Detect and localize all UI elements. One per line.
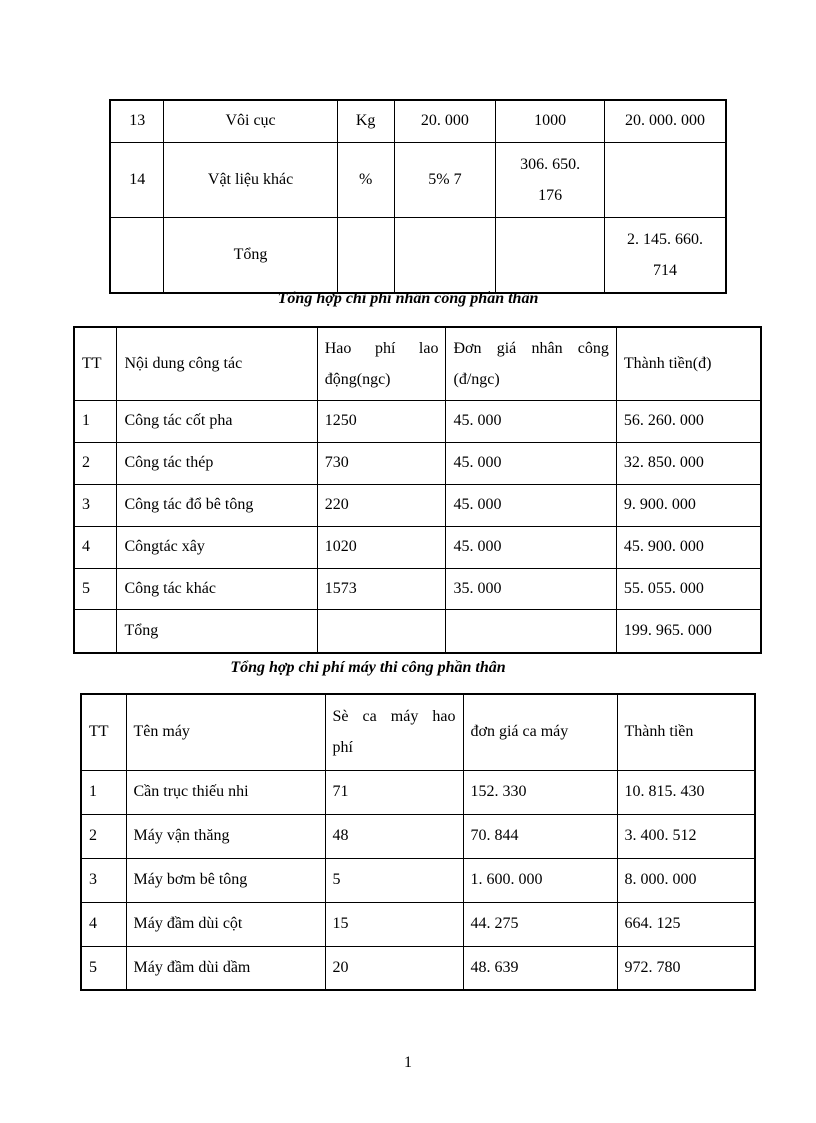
tt-cell: 3 <box>74 484 117 526</box>
total-row <box>74 609 761 653</box>
amount-cell: 3. 400. 512 <box>617 814 755 858</box>
header-price-line-2: (đ/ngc) <box>453 370 500 388</box>
page-number: 1 <box>404 1054 412 1071</box>
table-row <box>74 526 761 568</box>
content-cell: Công tác cốt pha <box>117 400 317 442</box>
total-amount <box>604 217 726 293</box>
table-row <box>74 442 761 484</box>
tt-cell <box>110 217 164 293</box>
tt-cell <box>74 609 117 653</box>
header-cost-line-2: động(ngc) <box>324 370 391 388</box>
name-cell: Máy đầm dùi cột <box>126 902 325 946</box>
header-price <box>446 327 616 400</box>
header-content: Nội dung công tác <box>117 327 317 400</box>
header-amount: Thành tiền(đ) <box>616 327 761 400</box>
amount-cell: 55. 055. 000 <box>616 568 761 609</box>
cost-cell: 1573 <box>317 568 446 609</box>
labor-caption: Tổng hợp chi phí nhân công phần thân <box>277 290 539 307</box>
table-row <box>81 814 755 858</box>
amount-cell: 32. 850. 000 <box>616 442 761 484</box>
header-name: Tên máy <box>126 694 325 770</box>
price-line-1: 306. 650. <box>520 155 581 173</box>
table-row <box>81 770 755 814</box>
header-price: đơn giá ca máy <box>463 694 617 770</box>
amount-line-1: 2. 145. 660. <box>626 230 703 248</box>
cost-cell <box>317 609 446 653</box>
total-amount: 199. 965. 000 <box>616 609 761 653</box>
amount-cell: 664. 125 <box>617 902 755 946</box>
amount-cell: 45. 900. 000 <box>616 526 761 568</box>
table-row <box>81 946 755 990</box>
price-cell: 45. 000 <box>446 442 616 484</box>
table-row <box>110 100 726 142</box>
price-cell <box>446 609 616 653</box>
table-row <box>110 142 726 217</box>
shifts-cell: 71 <box>325 770 463 814</box>
machines-table <box>80 693 756 991</box>
shifts-cell: 15 <box>325 902 463 946</box>
price-cell: 44. 275 <box>463 902 617 946</box>
table-row <box>74 400 761 442</box>
content-cell: Công tác đổ bê tông <box>117 484 317 526</box>
price-cell <box>496 142 605 217</box>
qty-cell: 20. 000 <box>394 100 496 142</box>
header-price-line-1: Đơn giá nhân công <box>453 339 609 357</box>
tt-cell: 2 <box>74 442 117 484</box>
tt-cell: 3 <box>81 858 126 902</box>
cost-cell: 220 <box>317 484 446 526</box>
tt-cell: 1 <box>81 770 126 814</box>
cost-cell: 1250 <box>317 400 446 442</box>
name-cell: Máy bơm bê tông <box>126 858 325 902</box>
price-line-2: 176 <box>538 186 563 204</box>
tt-cell: 2 <box>81 814 126 858</box>
amount-cell: 9. 900. 000 <box>616 484 761 526</box>
price-cell: 70. 844 <box>463 814 617 858</box>
amount-cell <box>604 142 726 217</box>
shifts-cell: 20 <box>325 946 463 990</box>
tt-cell: 1 <box>74 400 117 442</box>
cost-cell: 730 <box>317 442 446 484</box>
name-cell: Máy đầm dùi dầm <box>126 946 325 990</box>
amount-cell: 10. 815. 430 <box>617 770 755 814</box>
unit-cell <box>337 217 394 293</box>
tt-cell: 13 <box>110 100 164 142</box>
tt-cell: 5 <box>74 568 117 609</box>
header-row <box>74 327 761 400</box>
table-row <box>81 858 755 902</box>
labor-table <box>73 326 762 654</box>
shifts-cell: 5 <box>325 858 463 902</box>
amount-cell: 8. 000. 000 <box>617 858 755 902</box>
header-tt: TT <box>81 694 126 770</box>
price-cell: 1. 600. 000 <box>463 858 617 902</box>
content-cell: Côngtác xây <box>117 526 317 568</box>
shifts-cell: 48 <box>325 814 463 858</box>
name-cell: Vôi cục <box>164 100 337 142</box>
price-cell: 35. 000 <box>446 568 616 609</box>
header-row <box>81 694 755 770</box>
cost-cell: 1020 <box>317 526 446 568</box>
name-cell: Cần trục thiếu nhi <box>126 770 325 814</box>
price-cell: 45. 000 <box>446 526 616 568</box>
header-amount: Thành tiền <box>617 694 755 770</box>
amount-cell: 20. 000. 000 <box>604 100 726 142</box>
header-cost-line-1: Hao phí lao <box>324 339 439 357</box>
tt-cell: 14 <box>110 142 164 217</box>
price-cell: 1000 <box>496 100 605 142</box>
amount-cell: 56. 260. 000 <box>616 400 761 442</box>
header-tt: TT <box>74 327 117 400</box>
unit-cell: % <box>337 142 394 217</box>
qty-cell <box>394 217 496 293</box>
tt-cell: 5 <box>81 946 126 990</box>
tt-cell: 4 <box>74 526 117 568</box>
total-label: Tổng <box>164 217 337 293</box>
total-label: Tổng <box>117 609 317 653</box>
qty-cell: 5% 7 <box>394 142 496 217</box>
content-cell: Công tác thép <box>117 442 317 484</box>
unit-cell: Kg <box>337 100 394 142</box>
price-cell: 152. 330 <box>463 770 617 814</box>
content-cell: Công tác khác <box>117 568 317 609</box>
price-cell: 48. 639 <box>463 946 617 990</box>
price-cell: 45. 000 <box>446 484 616 526</box>
amount-line-2: 714 <box>652 261 677 279</box>
materials-table <box>109 99 727 294</box>
header-cost <box>317 327 446 400</box>
header-shifts-line-1: Sè ca máy hao <box>332 708 456 726</box>
header-shifts <box>325 694 463 770</box>
total-row <box>110 217 726 293</box>
tt-cell: 4 <box>81 902 126 946</box>
price-cell: 45. 000 <box>446 400 616 442</box>
table-row <box>74 484 761 526</box>
name-cell: Máy vận thăng <box>126 814 325 858</box>
table-row <box>74 568 761 609</box>
machines-caption: Tổng hợp chi phí máy thi công phần thân <box>230 659 506 676</box>
header-shifts-line-2: phí <box>332 739 353 757</box>
table-row <box>81 902 755 946</box>
amount-cell: 972. 780 <box>617 946 755 990</box>
name-cell: Vật liệu khác <box>164 142 337 217</box>
price-cell <box>496 217 605 293</box>
